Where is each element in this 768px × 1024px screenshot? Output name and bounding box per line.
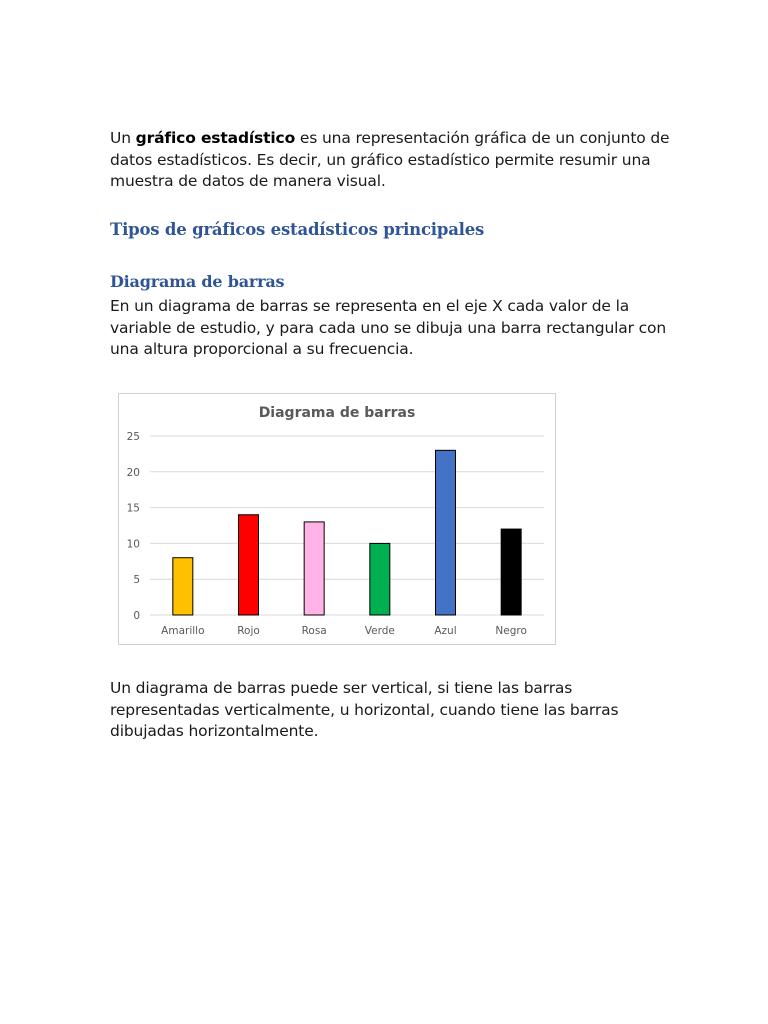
- bar-rojo: [239, 515, 259, 615]
- bar-chart-svg: [119, 394, 555, 644]
- bar-azul: [436, 450, 456, 615]
- intro-suffix: es una representación gráfica de un conjunto de datos estadísticos. Es decir, un gráfico estadístico permite resumir una muestra de datos de manera visual.: [110, 129, 670, 190]
- bar-chart-heading: Diagrama de barras: [110, 272, 285, 291]
- chart-x-axis: [161, 625, 527, 637]
- chart-gridlines: [150, 436, 544, 615]
- x-category-label: Amarillo: [161, 625, 205, 637]
- x-category-label: Azul: [434, 625, 457, 637]
- types-heading: Tipos de gráficos estadísticos principales: [110, 220, 485, 239]
- y-tick-label: 15: [126, 502, 140, 515]
- y-tick-label: 20: [126, 466, 140, 479]
- y-tick-label: 10: [126, 538, 140, 551]
- chart-y-axis: [127, 431, 140, 622]
- bar-verde: [370, 543, 390, 615]
- intro-prefix: Un: [110, 129, 136, 147]
- intro-paragraph: [110, 128, 670, 193]
- y-tick-label: 0: [133, 610, 140, 622]
- chart-title: Diagrama de barras: [258, 405, 416, 421]
- x-category-label: Rojo: [237, 625, 260, 637]
- bar-chart-description: En un diagrama de barras se representa en el eje X cada valor de la variable de estudio, y para cada uno se dibuja una barra rectangular con una altura proporcional a su frecuencia.: [110, 297, 667, 358]
- bar-chart: [118, 393, 556, 645]
- y-tick-label: 5: [133, 574, 140, 587]
- x-category-label: Negro: [495, 625, 527, 637]
- bar-rosa: [304, 522, 324, 615]
- intro-bold-term: gráfico estadístico: [135, 129, 296, 147]
- x-category-label: Verde: [364, 625, 395, 637]
- outro-paragraph: Un diagrama de barras puede ser vertical, si tiene las barras representadas verticalmente, u horizontal, cuando tiene las barras dibujadas horizontalmente.: [110, 679, 619, 740]
- x-category-label: Rosa: [301, 625, 327, 637]
- bar-amarillo: [173, 558, 193, 615]
- bar-negro: [501, 529, 521, 615]
- y-tick-label: 25: [126, 431, 140, 443]
- chart-bars: [173, 450, 521, 615]
